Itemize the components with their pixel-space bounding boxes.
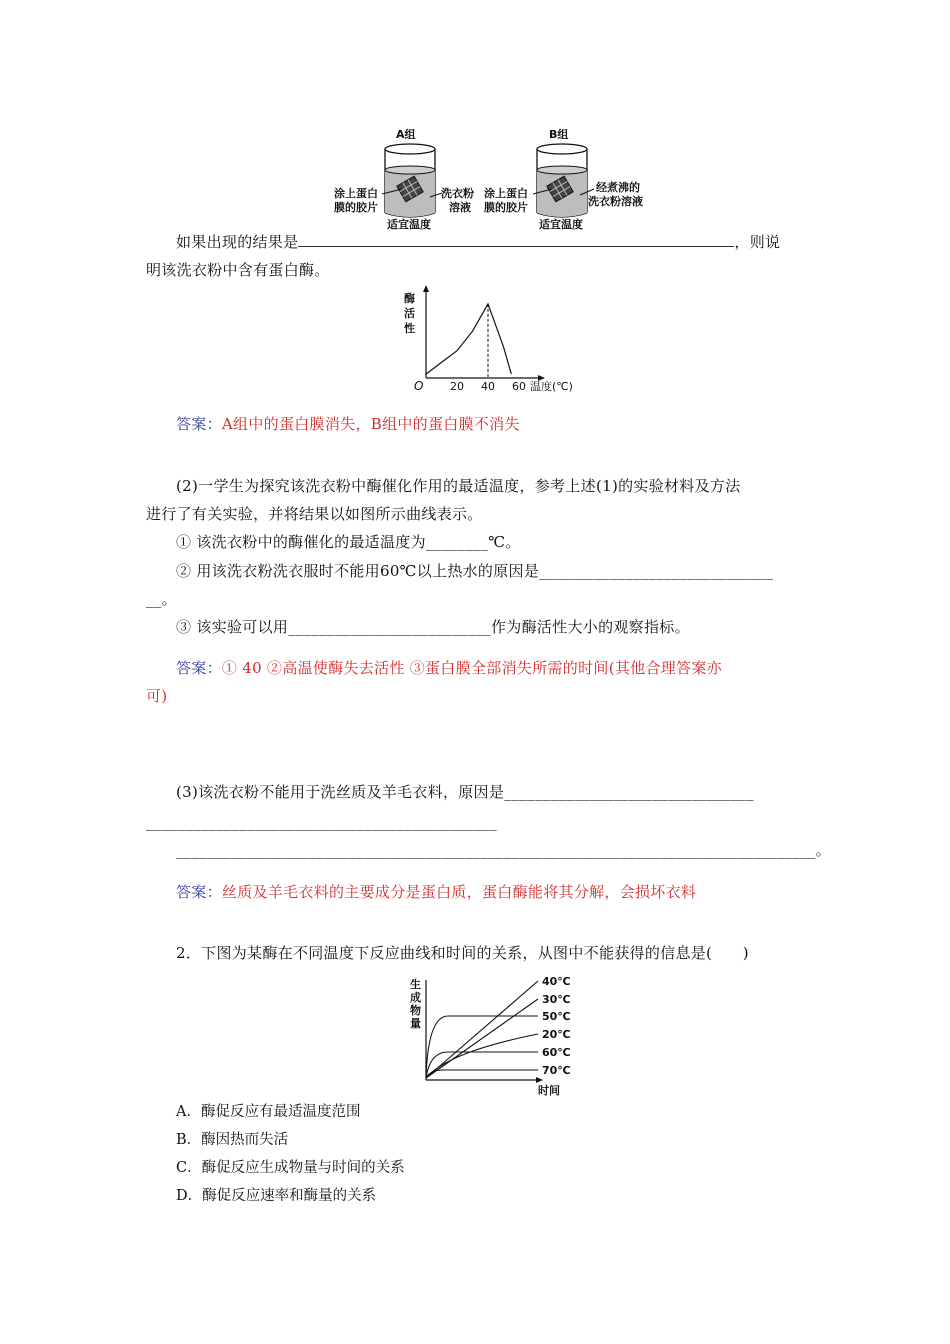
group-b-label: B组 (549, 128, 569, 141)
q3-line2: _____________________________________________ (146, 813, 497, 831)
ylabel2-char-2: 成 (410, 991, 421, 1004)
choice-a[interactable]: A．酶促反应有最适温度范围 (176, 1104, 361, 1120)
q2-answer-line2: 可) (146, 687, 168, 705)
bottom-label-a: 适宜温度 (387, 218, 431, 231)
right-label-a-1: 洗衣粉 (441, 187, 474, 200)
q2-answer-line1 (176, 658, 722, 678)
q1-answer (176, 414, 520, 434)
q3-answer-text: 丝质及羊毛衣料的主要成分是蛋白质，蛋白酶能将其分解，会损坏衣料 (221, 883, 697, 901)
q2-item2-line1: ② 用该洗衣粉洗衣服时不能用60℃以上热水的原因是______________________________ (176, 562, 774, 580)
ylabel2-char-1: 生 (410, 978, 421, 991)
q2-item3: ③ 该实验可以用__________________________作为酶活性大小的观察指标。 (176, 618, 690, 636)
choice-c[interactable]: C．酶促反应生成物量与时间的关系 (176, 1160, 405, 1176)
enzyme-activity-chart (400, 282, 600, 400)
q2-item1: ① 该洗衣粉中的酶催化的最适温度为________℃。 (176, 533, 521, 551)
q2-intro-line2: 进行了有关实验，并将结果以如图所示曲线表示。 (146, 505, 483, 523)
q3-line3: __________________________________________________________________________________。 (176, 841, 831, 859)
series-label-60: 60℃ (542, 1046, 571, 1059)
ylabel-char-3: 性 (404, 322, 415, 335)
curve-70℃ (426, 1070, 538, 1078)
q1-result-line (176, 232, 780, 252)
q2-intro-line1: (2)一学生为探究该洗衣粉中酶催化作用的最适温度，参考上述(1)的实验材料及方法 (176, 477, 741, 495)
curve-50℃ (426, 1016, 538, 1078)
left-label-b-2: 膜的胶片 (484, 201, 528, 214)
activity-curve (426, 304, 511, 374)
beaker-a (385, 144, 435, 217)
beaker-experiment-figure (330, 125, 660, 231)
beaker-b (537, 144, 587, 217)
series-label-30: 30℃ (542, 993, 571, 1006)
curve-40℃ (426, 981, 538, 1078)
q3-answer-label: 答案： (176, 883, 222, 901)
origin-label: O (414, 379, 424, 393)
choice-b[interactable]: B．酶因热而失活 (176, 1132, 289, 1148)
question2-stem: 2．下图为某酶在不同温度下反应曲线和时间的关系，从图中不能获得的信息是( ) (176, 944, 749, 962)
series-label-40: 40℃ (542, 975, 571, 988)
q1-answer-label: 答案： (176, 415, 222, 433)
q1-result-suffix: ，则说 (734, 233, 781, 251)
group-a-label: A组 (396, 128, 416, 141)
x-axis-label-2: 时间 (538, 1084, 560, 1097)
right-label-b-2: 洗衣粉溶液 (588, 195, 643, 208)
right-label-b-1: 经煮沸的 (596, 181, 640, 194)
q2-item2-line2: __。 (146, 590, 177, 608)
q1-answer-text: A组中的蛋白膜消失，B组中的蛋白膜不消失 (221, 415, 520, 433)
q1-result-prefix: 如果出现的结果是 (176, 233, 299, 251)
series-label-20: 20℃ (542, 1028, 571, 1041)
choice-d[interactable]: D．酶促反应速率和酶量的关系 (176, 1188, 377, 1204)
curve-30℃ (426, 999, 538, 1078)
left-label-a-1: 涂上蛋白 (334, 187, 378, 200)
ylabel-char-1: 酶 (404, 292, 415, 305)
ylabel2-char-3: 物 (410, 1004, 421, 1017)
product-time-chart (408, 972, 583, 1100)
bottom-label-b: 适宜温度 (539, 218, 583, 231)
right-label-a-2: 溶液 (449, 201, 471, 214)
left-label-a-2: 膜的胶片 (334, 201, 378, 214)
x-axis-label: 温度(℃) (530, 380, 573, 393)
x-tick-60: 60 (512, 380, 526, 393)
q1-result-blank[interactable] (298, 232, 734, 247)
q2-answer-label: 答案： (176, 659, 222, 677)
q1-result-line2: 明该洗衣粉中含有蛋白酶。 (146, 261, 330, 279)
x-tick-20: 20 (450, 380, 464, 393)
left-label-b-1: 涂上蛋白 (484, 187, 528, 200)
series-label-50: 50℃ (542, 1010, 571, 1023)
x-tick-40: 40 (481, 380, 495, 393)
ylabel-char-2: 活 (404, 307, 415, 320)
ylabel2-char-4: 量 (410, 1017, 421, 1030)
q3-answer (176, 882, 696, 902)
series-label-70: 70℃ (542, 1064, 571, 1077)
curve-20℃ (426, 1034, 538, 1078)
q3-line1: (3)该洗衣粉不能用于洗丝质及羊毛衣料，原因是________________________________ (176, 783, 754, 801)
q2-answer-text-1: ① 40 ②高温使酶失去活性 ③蛋白膜全部消失所需的时间(其他合理答案亦 (221, 659, 722, 677)
